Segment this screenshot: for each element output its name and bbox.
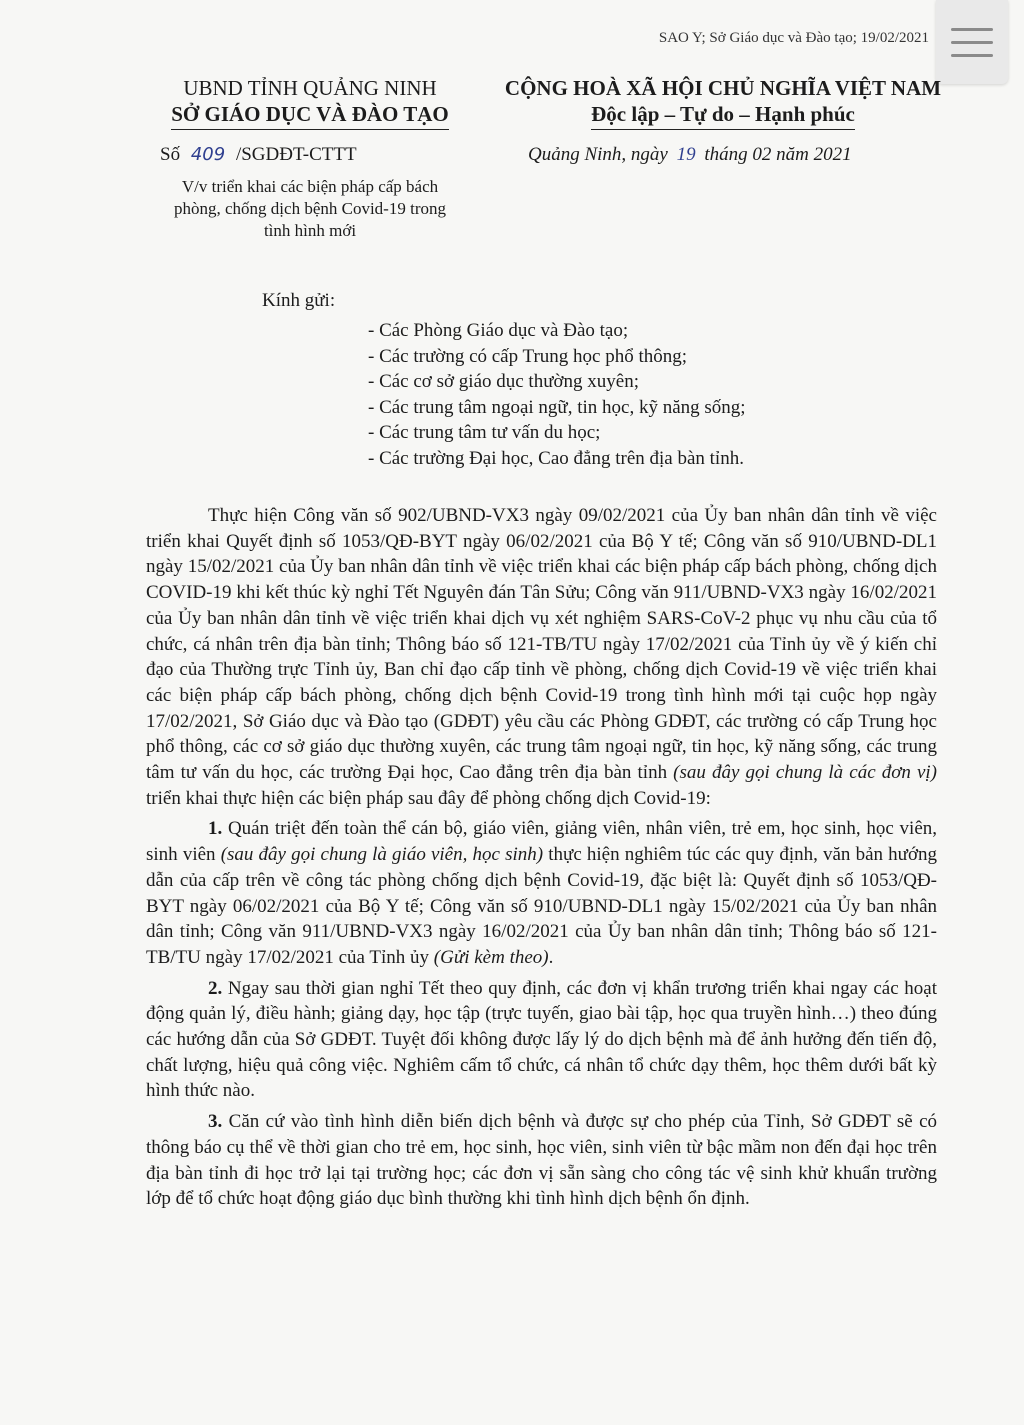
document-number: Số 409 /SGDĐT-CTTT xyxy=(160,144,357,165)
menu-button[interactable] xyxy=(936,0,1008,84)
copy-stamp: SAO Y; Sở Giáo dục và Đào tạo; 19/02/2021 xyxy=(658,30,929,46)
nation-line-1: CỘNG HOÀ XÃ HỘI CHỦ NGHĨA VIỆT NAM xyxy=(504,76,942,100)
recipient-item: - Các Phòng Giáo dục và Đào tạo; xyxy=(368,320,629,341)
menu-icon xyxy=(951,28,993,31)
nation-motto: Độc lập – Tự do – Hạnh phúc xyxy=(591,101,855,130)
recipient-item: - Các trung tâm ngoại ngữ, tin học, kỹ năng sống; xyxy=(368,396,746,418)
recipient-item: - Các cơ sở giáo dục thường xuyên; xyxy=(368,371,640,393)
paragraph-2: 2. Ngay sau thời gian nghỉ Tết theo quy định, các đơn vị khẩn trương triển khai ngay các hoạt động quản lý, điều hành; giảng dạy, học tập (trực tuyến, giao bài tập, học qua truyền hình…) theo đúng các hướng dẫn của Sở GDĐT. Tuyệt đối không được lấy lý do dịch bệnh mà để ảnh hưởng đến tiến độ, chất lượng, hiệu quả công việc. Nghiêm cấm tổ chức, cá nhân tổ chức dạy thêm, học thêm dưới bất kỳ hình thức nào. xyxy=(146,977,937,1102)
recipient-item: - Các trường Đại học, Cao đẳng trên địa bàn tỉnh. xyxy=(368,447,744,469)
issuing-authority xyxy=(150,75,470,130)
paragraph-1: 1. Quán triệt đến toàn thể cán bộ, giáo viên, giảng viên, nhân viên, trẻ em, học sinh, học viên, sinh viên (sau đây gọi chung là giáo viên, học sinh) thực hiện nghiêm túc các quy định, văn bản hướng dẫn của cấp trên về công tác phòng chống dịch bệnh Covid-19, đặc biệt là: Quyết định số 1053/QĐ-BYT ngày 06/02/2021 của Bộ Y tế; Công văn số 910/UBND-DL1 ngày 15/02/2021 của Ủy ban nhân dân tỉnh; Công văn 911/UBND-VX3 ngày 16/02/2021 của Ủy ban nhân dân tỉnh; Thông báo số 121-TB/TU ngày 17/02/2021 của Tỉnh ủy (Gửi kèm theo). xyxy=(146,818,937,968)
paragraph-3: 3. Căn cứ vào tình hình diễn biến dịch bệnh và được sự cho phép của Tỉnh, Sở GDĐT sẽ có thông báo cụ thể về thời gian cho trẻ em, học sinh, học viên, sinh viên từ bậc mầm non đến đại học trên địa bàn tỉnh đi học trở lại tại trường học; các đơn vị sẵn sàng cho công tác vệ sinh khử khuẩn trường lớp để tổ chức hoạt động giáo dục bình thường khi tình hình dịch bệnh ổn định. xyxy=(146,1111,937,1210)
national-header xyxy=(483,75,963,130)
org-line-2: SỞ GIÁO DỤC VÀ ĐÀO TẠO xyxy=(171,101,449,130)
subject-line: V/v triển khai các biện pháp cấp bách phòng, chống dịch bệnh Covid-19 trong tình hình mới xyxy=(174,177,446,240)
recipient-item: - Các trường có cấp Trung học phổ thông; xyxy=(368,345,688,367)
handwritten-number: 409 xyxy=(190,144,226,165)
place-date: Quảng Ninh, ngày 19 tháng 02 năm 2021 xyxy=(528,144,852,165)
intro-paragraph: Thực hiện Công văn số 902/UBND-VX3 ngày 09/02/2021 của Ủy ban nhân dân tỉnh về việc triển khai Quyết định số 1053/QĐ-BYT ngày 06/02/2021 của Bộ Y tế; Công văn số 910/UBND-DL1 ngày 15/02/2021 của Ủy ban nhân dân tỉnh về việc triển khai các biện pháp cấp bách phòng, chống dịch COVID-19 khi kết thúc kỳ nghỉ Tết Nguyên đán Tân Sửu; Công văn 911/UBND-VX3 ngày 16/02/2021 của Ủy ban nhân dân tỉnh về việc triển khai dịch vụ xét nghiệm SARS-CoV-2 phục vụ nhu cầu của tổ chức, cá nhân trên địa bàn tỉnh; Thông báo số 121-TB/TU ngày 17/02/2021 của Tỉnh ủy về ý kiến chỉ đạo của Thường trực Tỉnh ủy, Ban chỉ đạo cấp tỉnh về phòng, chống dịch Covid-19 về việc triển khai các biện pháp cấp bách phòng, chống dịch bệnh Covid-19 trong tình hình mới tại cuộc họp ngày 17/02/2021, Sở Giáo dục và Đào tạo (GDĐT) yêu cầu các Phòng GDĐT, các trường có cấp Trung học phổ thông, các cơ sở giáo dục thường xuyên, các trung tâm ngoại ngữ, tin học, kỹ năng sống, các trung tâm tư vấn du học, các trường Đại học, Cao đẳng trên địa bàn tỉnh (sau đây gọi chung là các đơn vị) triển khai thực hiện các biện pháp sau đây để phòng chống dịch Covid-19: xyxy=(146,505,937,809)
org-line-1: UBND TỈNH QUẢNG NINH xyxy=(183,76,437,100)
handwritten-day: 19 xyxy=(676,144,696,165)
document-body xyxy=(146,503,937,1217)
recipient-item: - Các trung tâm tư vấn du học; xyxy=(368,422,601,444)
greeting: Kính gửi: xyxy=(262,290,336,311)
recipient-list xyxy=(368,318,746,472)
